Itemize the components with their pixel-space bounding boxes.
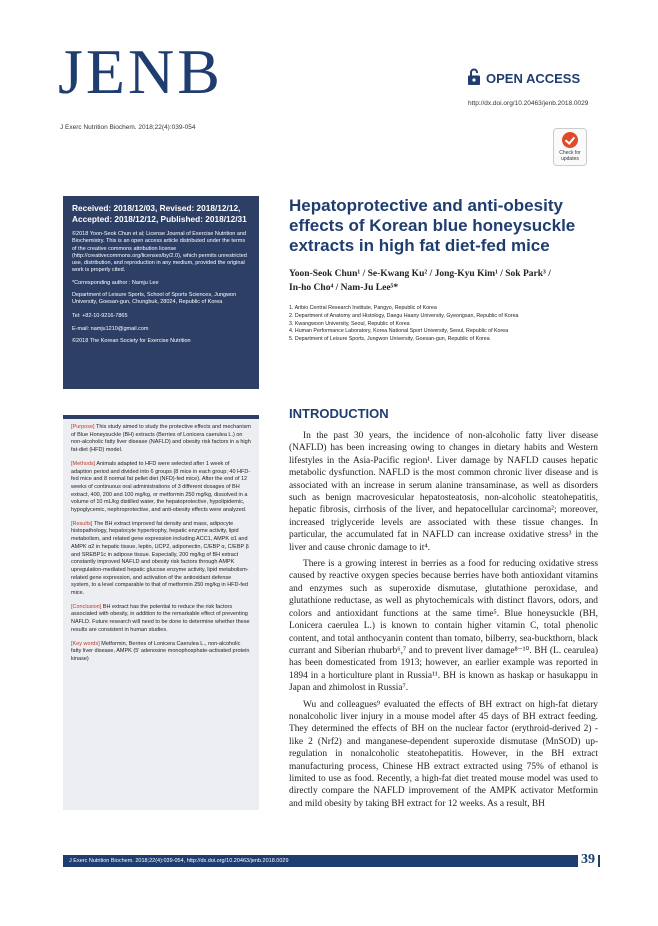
check-for-updates-icon <box>562 132 578 148</box>
purpose-text: This study aimed to study the protective effects and mechanism of Blue Honeysuckle (BH) extracts (Berries of Lonicera caerulea L.) on non-alcoholic fatty liver disease (NAFLD) and obesity risk factors in a high fat-diet (HFD) model. <box>71 424 251 454</box>
abstract-purpose <box>71 424 251 455</box>
section-heading-introduction: INTRODUCTION <box>289 406 389 421</box>
article-title: Hepatoprotective and anti-obesity effects of Korean blue honeysuckle extracts in high fat diet-fed mice <box>289 196 576 255</box>
conclusion-text: BH extract has the potential to reduce the risk factors associated with obesity, in addition to the remarkable effect of preventing NAFLD. Future research will need to be done to determine whether these results are consistent in human studies. <box>71 603 250 633</box>
check-for-updates-text: Check for updates <box>559 150 581 162</box>
affiliation-item: 5. Department of Leisure Sports, Jungwon University, Goesan-gun, Republic of Korea <box>289 336 490 343</box>
abstract-results <box>71 521 251 598</box>
affiliation-list <box>289 305 629 344</box>
results-text: The BH extract improved fat density and mass, adipocyte histopathology, hepatocyte hypertrophy, hepatic enzyme activity, lipid metabolism, and related gene expression including ACC1, AMPK α1 and AMPK α2 in hepatic tissue, leptin, UCP2, adiponectin, C/EBP α, C/EBP β and SREBP1c in adipose tissue. Especially, 200 mg/kg of BH extract constantly improved NAFLD and obesity risk factors through AMPK upregulation-mediated hepatic glucose enzyme activity, lipid metabolism-related gene expression, and activation of the antioxidant defense system, to a level comparable to that of metformin 250 mg/kg in HFD-fed mice. <box>71 520 249 597</box>
journal-citation: J Exerc Nutrition Biochem. 2018;22(4):039-054 <box>60 124 196 131</box>
page-number: 39 <box>578 852 598 868</box>
email[interactable]: E-mail: namju1210@gmail.com <box>72 325 149 332</box>
dates-line-2: Accepted: 2018/12/12, Published: 2018/12/31 <box>72 214 247 224</box>
abstract-conclusion <box>71 604 251 635</box>
methods-text: Animals adapted to HFD were selected after 1 week of adaption period and divided into 6 groups (8 mice in each group; 40 HFD-fed mice and 8 normal fat pellet diet (NFD)-fed mice). After the end of 12 weeks of continuous oral administrations of 3 different dosages of BH extract, 400, 200 and 100 mg/kg, or metformin 250 mg/kg, dissolved in a volume of 10 mL/kg distilled water, the hepatoprotective, hypolipidemic, hypoglycemic, nephroprotective, and anti-obesity effects were analyzed. <box>71 460 251 514</box>
intro-paragraph-2: There is a growing interest in berries as a food for reducing oxidative stress caused by reactive oxygen species because berries have both antioxidant vitamins and enzymes such as superoxide dismutase, glutathione peroxidase, and glutathione reductase, as well as phytochemicals with distinct flavors, odors, and colors and antioxidant functions at the same time⁵. Blue honeysuckle (BH, Lonicera caerulea L.) is known to contain higher vitamin C, total phenolic content, and total anthocyanin content than tomato, bilberry, sea-buckthorn, black currant and Siberian rhubarb⁶,⁷ and to prevent liver damage⁸⁻¹⁰. BH (L. cearulea) has been domesticated from 1913; however, an earlier example was reported in 1894 in a horticulture plant in Russia¹¹. BH is known as haskap or hasukappu in Japan and zhimolost in Russia⁷. <box>289 559 598 694</box>
affiliation-item: 4. Human Performance Laboratory, Korea National Sport University, Seoul, Republic of Korea <box>289 328 509 335</box>
footer-bar: J Exerc Nutrition Biochem. 2018;22(4):039-054, http://dx.doi.org/10.20463/jenb.2018.0029 <box>63 855 600 867</box>
license-text: ©2018 Yoon-Seok Chun et al; License Journal of Exercise Nutrition and Biochemistry. This is an open access article distributed under the terms of the creative commons attribution license (http://creativecommons.org/licenses/by/2.0), which permits unrestricted use, distribution, and reproduction in any medium, provided the original work is properly cited. <box>72 231 247 274</box>
affiliation-item: 1. Aribio Central Research Institute, Pangyo, Republic of Korea <box>289 305 437 311</box>
corresponding-author: *Corresponding author : Namju Lee <box>72 279 159 286</box>
open-access-label <box>468 68 580 88</box>
phone: Tel: +82-10-9216-7865 <box>72 313 128 320</box>
keywords-text: Metformin, Berries of Lonicera Caerulea L., non-alcoholic fatty liver disease, AMPK (5' adenosine monophosphate-activated protein kinase) <box>71 640 250 662</box>
open-access-lock-icon <box>468 68 480 88</box>
conclusion-label: [Conclusion] <box>71 603 102 610</box>
doi-link[interactable]: http://dx.doi.org/10.20463/jenb.2018.0029 <box>468 100 589 107</box>
results-label: [Results] <box>71 520 93 527</box>
journal-logo: JENB <box>58 36 223 107</box>
article-info-box <box>63 196 259 389</box>
check-for-updates-badge[interactable] <box>553 128 587 166</box>
authors-line-2: In-ho Cho⁴ / Nam-Ju Lee⁵* <box>289 283 399 293</box>
open-access-text: OPEN ACCESS <box>486 70 581 86</box>
keywords-label: [Key words] <box>71 640 100 647</box>
abstract-keywords <box>71 641 251 664</box>
abstract-box <box>63 415 259 810</box>
article-dates <box>72 203 250 225</box>
methods-label: [Methods] <box>71 460 96 467</box>
purpose-label: [Purpose] <box>71 424 95 430</box>
authors-line-1: Yoon-Seok Chun¹ / Se-Kwang Ku² / Jong-Kyu Kim¹ / Sok Park³ / <box>289 269 551 279</box>
intro-paragraph-3: Wu and colleagues⁹ evaluated the effects of BH extract on high-fat dietary nonalcoholic liver injury in a mouse model after 45 days of BH extract feeding. They determined the effects of BH on the nuclear factor (erythroid-derived 2) -like 2 (Nrf2) and manganese-dependent superoxide dismutase (MnSOD) up-regulation in nonalcoholic steatohepatitis. However, in the BH extract manufacturing process, Chinese HB extract extracted using 75% of ethanol is limited to use as food. Recently, a high-fat diet treated mouse model was used to directly compare the NAFLD improvement of the AMPK activator Metformin and mild obesity by taking BH extract for 12 weeks. As a result, BH <box>289 699 598 809</box>
corresponding-affiliation: Department of Leisure Sports, School of Sports Sciences, Jungwon University, Goesan-gun, Chungbuk, 28024, Republic of Korea <box>72 291 237 306</box>
intro-paragraph-1: In the past 30 years, the incidence of non-alcoholic fatty liver disease (NAFLD) has been increasing owing to changes in dietary habits and Western lifestyles in the Asia-Pacific region¹. Liver damage by NAFLD causes hepatic metabolic dysfunction. NAFLD is the most common chronic liver disease and is associated with an increase in serum alanine transaminase, as well as disorders such as benign macrovesicular hepatosteatosis, non-alcoholic steatohepatitis, hepatic fibrosis, cirrhosis of the liver, and hepatocellular carcinoma²; moreover, increased triglyceride levels are associated with these tissue changes. In particular, the accumulated fat in NAFLD can increase oxidative stress³ in the liver and cause chronic damage to it⁴. <box>289 431 598 553</box>
dates-line-1: Received: 2018/12/03, Revised: 2018/12/12, <box>72 203 241 213</box>
affiliation-item: 2. Department of Anatomy and Histology, Daegu Haany University, Gyeongsan, Republic of Korea <box>289 312 519 319</box>
abstract-methods <box>71 461 251 515</box>
society-copyright: ©2018 The Korean Society for Exercise Nutrition <box>72 337 191 344</box>
affiliation-item: 3. Kwangwoon University, Seoul, Republic of Korea <box>289 320 410 327</box>
introduction-body <box>289 430 598 814</box>
author-list <box>289 267 619 295</box>
